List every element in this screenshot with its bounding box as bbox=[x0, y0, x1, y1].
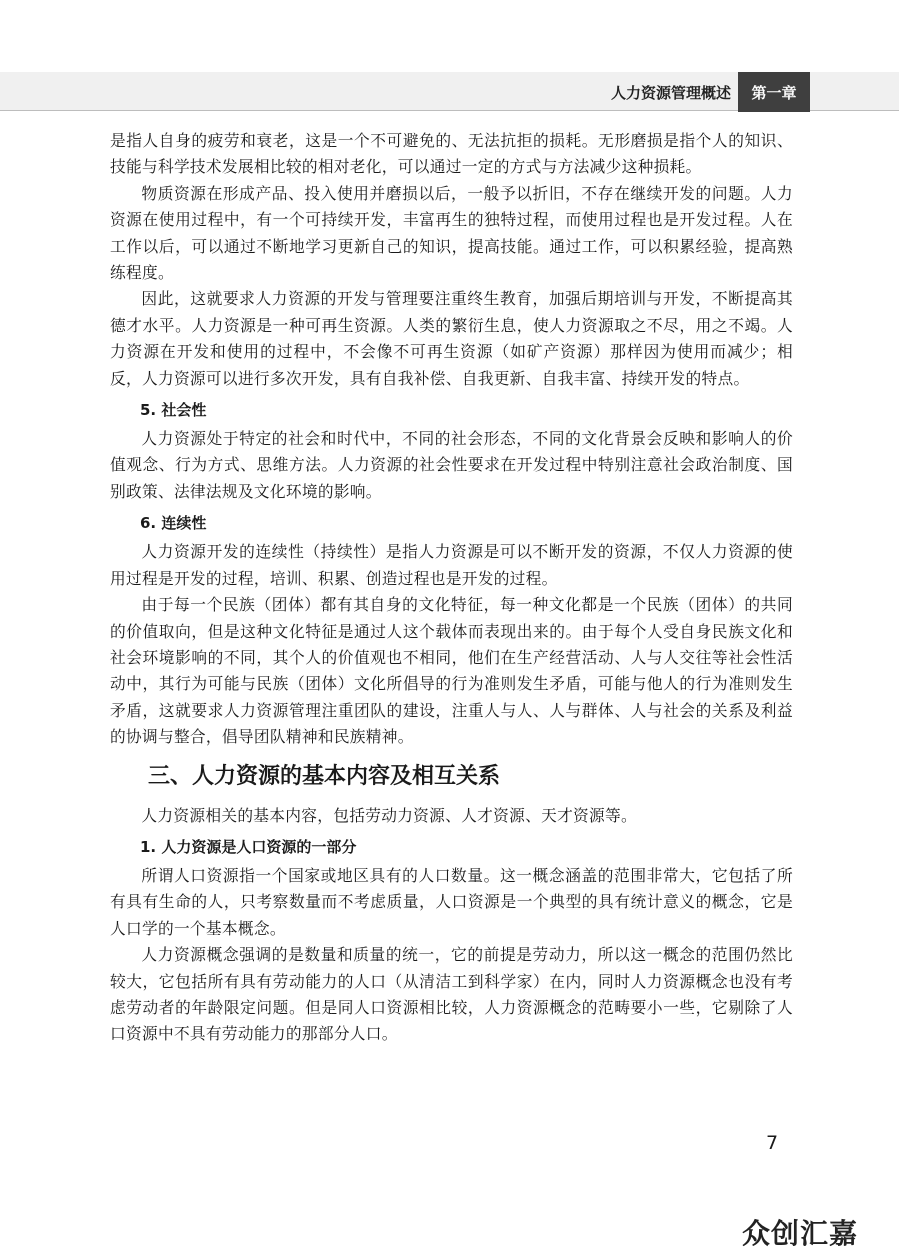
chapter-tab: 第一章 bbox=[738, 72, 810, 112]
paragraph: 人力资源概念强调的是数量和质量的统一，它的前提是劳动力，所以这一概念的范围仍然比较大，它包括所有具有劳动能力的人口（从清洁工到科学家）在内，同时人力资源概念也没有考虑劳动者的年龄限定问题。但是同人口资源相比较，人力资源概念的范畴要小一些，它剔除了人口资源中不具有劳动能力的那部分人口。 bbox=[110, 945, 793, 1044]
section-heading: 三、人力资源的基本内容及相互关系 bbox=[148, 762, 501, 789]
subheading-social: 5. 社会性 bbox=[140, 401, 207, 420]
paragraph: 由于每一个民族（团体）都有其自身的文化特征，每一种文化都是一个民族（团体）的共同的价值取向，但是这种文化特征是通过人这个载体而表现出来的。由于每个人受自身民族文化和社会环境影响的不同，其个人的价值观也不相同，他们在生产经营活动、人与人交往等社会性活动中，其行为可能与民族（团体）文化所倡导的行为准则发生矛盾，可能与他人的行为准则发生矛盾，这就要求人力资源管理注重团队的建设，注重人与人、人与群体、人与社会的关系及利益的协调与整合，倡导团队精神和民族精神。 bbox=[110, 595, 793, 747]
paragraph: 物质资源在形成产品、投入使用并磨损以后，一般予以折旧，不存在继续开发的问题。人力资源在使用过程中，有一个可持续开发，丰富再生的独特过程，而使用过程也是开发过程。人在工作以后，可以通过不断地学习更新自己的知识，提高技能。通过工作，可以积累经验，提高熟练程度。 bbox=[110, 183, 793, 283]
subheading-population: 1. 人力资源是人口资源的一部分 bbox=[140, 837, 357, 856]
page-body bbox=[110, 128, 793, 1048]
paragraph: 人力资源相关的基本内容，包括劳动力资源、人才资源、天才资源等。 bbox=[141, 805, 638, 825]
watermark-logo: 众创汇嘉 bbox=[742, 1217, 859, 1250]
page-number: 7 bbox=[766, 1132, 779, 1154]
running-header-title: 人力资源管理概述 bbox=[610, 84, 731, 102]
paragraph: 是指人自身的疲劳和衰老，这是一个不可避免的、无法抗拒的损耗。无形磨损是指个人的知识、技能与科学技术发展相比较的相对老化，可以通过一定的方式与方法减少这种损耗。 bbox=[110, 131, 793, 177]
paragraph: 所谓人口资源指一个国家或地区具有的人口数量。这一概念涵盖的范围非常大，它包括了所有具有生命的人，只考察数量而不考虑质量，人口资源是一个典型的具有统计意义的概念，它是人口学的一个基本概念。 bbox=[110, 865, 793, 938]
subheading-continuity: 6. 连续性 bbox=[140, 514, 207, 533]
paragraph: 人力资源处于特定的社会和时代中，不同的社会形态，不同的文化背景会反映和影响人的价值观念、行为方式、思维方法。人力资源的社会性要求在开发过程中特别注意社会政治制度、国别政策、法律法规及文化环境的影响。 bbox=[110, 429, 793, 501]
paragraph: 因此，这就要求人力资源的开发与管理要注重终生教育，加强后期培训与开发，不断提高其德才水平。人力资源是一种可再生资源。人类的繁衍生息，使人力资源取之不尽，用之不竭。人力资源在开发和使用的过程中，不会像不可再生资源（如矿产资源）那样因为使用而减少；相反，人力资源可以进行多次开发，具有自我补偿、自我更新、自我丰富、持续开发的特点。 bbox=[110, 289, 793, 388]
paragraph: 人力资源开发的连续性（持续性）是指人力资源是可以不断开发的资源，不仅人力资源的使用过程是开发的过程，培训、积累、创造过程也是开发的过程。 bbox=[110, 542, 793, 588]
